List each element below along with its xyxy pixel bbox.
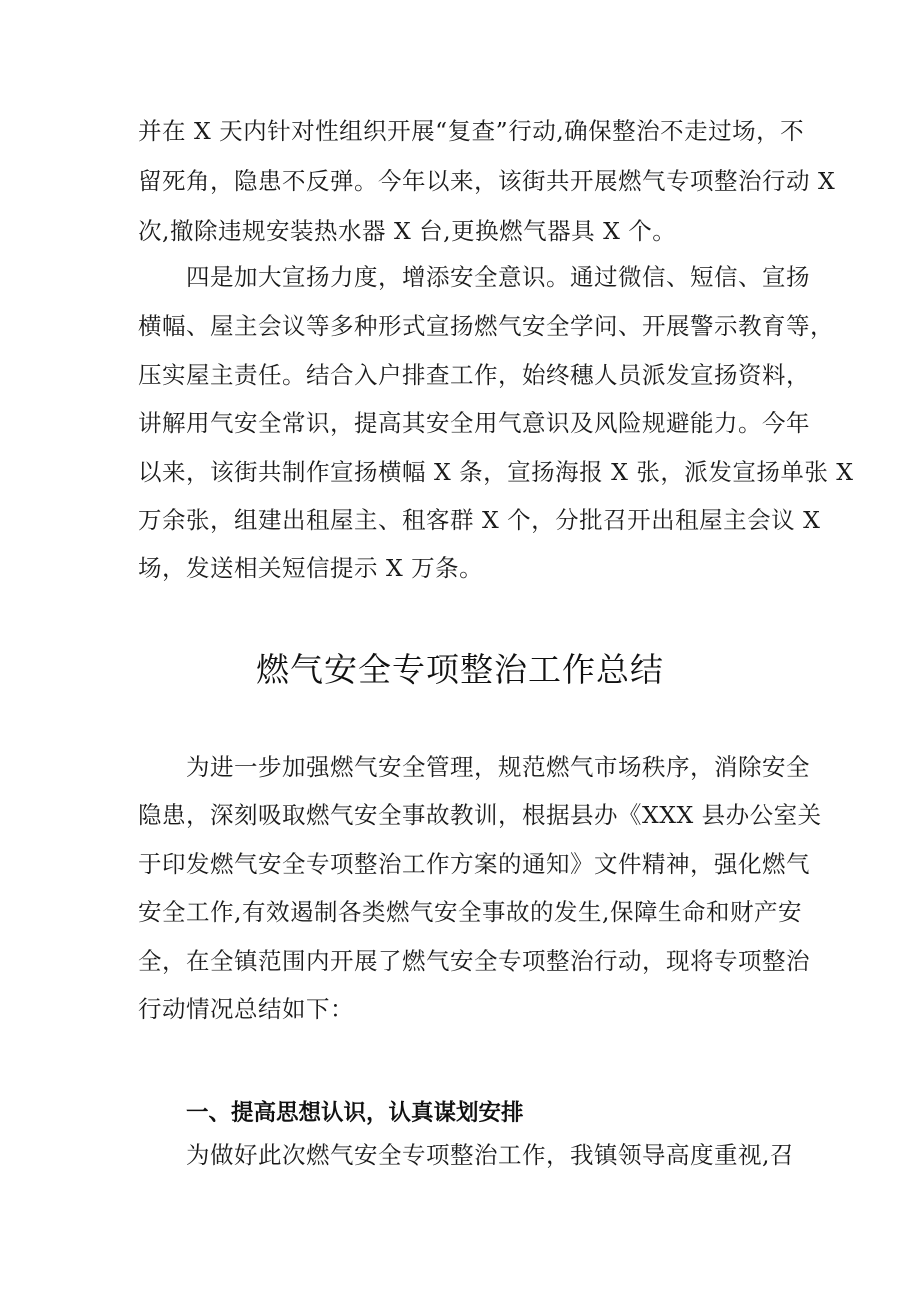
section-four-line-1: 四是加大宣扬力度，增添安全意识。通过微信、短信、宣扬 (186, 263, 810, 291)
preface-line-1: 为进一步加强燃气安全管理，规范燃气市场秩序，消除安全 (186, 753, 810, 781)
intro-line-3: 次,撤除违规安装热水器 X 台,更换燃气器具 X 个。 (138, 217, 677, 245)
intro-line-1: 并在 X 天内针对性组织开展“复查”行动,确保整治不走过场，不 (138, 117, 805, 145)
intro-line-2: 留死角，隐患不反弹。今年以来，该街共开展燃气专项整治行动 X (138, 167, 836, 195)
section-four-line-7: 场，发送相关短信提示 X 万条。 (138, 554, 484, 582)
section-one-line-1: 为做好此次燃气安全专项整治工作，我镇领导高度重视,召 (186, 1141, 794, 1169)
section-four-line-2: 横幅、屋主会议等多种形式宣扬燃气安全学问、开展警示教育等， (138, 312, 834, 340)
preface-line-5: 全，在全镇范围内开展了燃气安全专项整治行动，现将专项整治 (138, 947, 810, 975)
preface-line-2: 隐患，深刻吸取燃气安全事故教训，根据县办《XXX 县办公室关 (138, 801, 822, 829)
section-four-line-5: 以来，该街共制作宣扬横幅 X 条，宣扬海报 X 张，派发宣扬单张 X (138, 458, 854, 486)
preface-line-4: 安全工作,有效遏制各类燃气安全事故的发生,保障生命和财产安 (138, 898, 802, 926)
preface-line-6: 行动情况总结如下： (138, 995, 354, 1023)
section-four-line-3: 压实屋主责任。结合入户排查工作，始终穗人员派发宣扬资料， (138, 361, 810, 389)
preface-line-3: 于印发燃气安全专项整治工作方案的通知》文件精神，强化燃气 (138, 850, 810, 878)
section-one-heading: 一、提高思想认识，认真谋划安排 (186, 1100, 524, 1126)
document-title: 燃气安全专项整治工作总结 (256, 650, 664, 689)
section-four-line-4: 讲解用气安全常识，提高其安全用气意识及风险规避能力。今年 (138, 409, 810, 437)
section-four-line-6: 万余张，组建出租屋主、租客群 X 个，分批召开出租屋主会议 X (138, 506, 821, 534)
